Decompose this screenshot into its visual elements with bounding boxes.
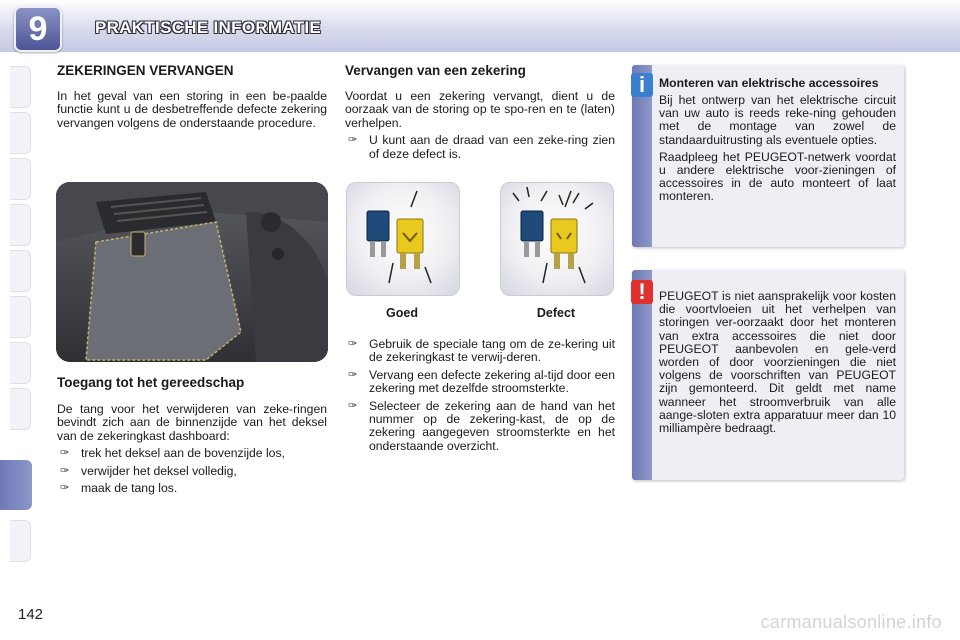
defect-fuse-illustration	[500, 182, 614, 296]
info-box-paragraph: Bij het ontwerp van het elektrische circuit van uw auto is reeds reke-ning gehouden met de montage van zowel de standaarduitrusting als eventuele opties.	[659, 93, 896, 147]
warning-box	[632, 270, 904, 480]
watermark: carmanualsonline.info	[760, 612, 942, 632]
bullet-icon: ✑	[60, 482, 70, 495]
tool-access-section	[57, 375, 327, 495]
left-column	[57, 63, 327, 130]
info-box-paragraph: Raadpleeg het PEUGEOT-netwerk voordat u andere elektrische voor-zieningen of accessoires in de auto monteert of laat monteren.	[659, 149, 896, 204]
info-box	[632, 65, 904, 247]
list-item: ✑ Vervang een defecte zekering al-tijd door een zekering met dezelfde stroomsterkte.	[348, 367, 615, 396]
list-item: ✑ verwijder het deksel volledig,	[60, 463, 237, 478]
chapter-tab-strip	[0, 66, 32, 576]
section-heading: Vervangen van een zekering	[345, 63, 526, 78]
chapter-tab-active[interactable]	[0, 460, 32, 510]
intro-paragraph: Voordat u een zekering vervangt, dient u de oorzaak van de storing op te spo-ren en te (laten) verhelpen.	[345, 89, 615, 130]
subsection-heading: Toegang tot het gereedschap	[57, 375, 245, 390]
chapter-tab[interactable]	[10, 520, 31, 562]
list-item: ✑ U kunt aan de draad van een zeke-ring zien of deze defect is.	[348, 133, 615, 161]
section-heading: ZEKERINGEN VERVANGEN	[57, 63, 234, 78]
chapter-tab[interactable]	[10, 250, 31, 292]
bullet-icon: ✑	[348, 368, 358, 381]
chapter-tab[interactable]	[10, 204, 31, 246]
chapter-tab[interactable]	[10, 296, 31, 338]
list-item: ✑ maak de tang los.	[60, 481, 178, 496]
chapter-tab[interactable]	[10, 66, 31, 108]
chapter-title: PRAKTISCHE INFORMATIE	[95, 18, 322, 37]
intro-paragraph: In het geval van een storing in een be-paalde functie kunt u de desbetreffende defecte zekering vervangen volgens de onderstaande procedure.	[57, 89, 327, 130]
bullet-icon: ✑	[348, 338, 358, 350]
fuse-label-defect: Defect	[536, 306, 576, 320]
bullet-icon: ✑	[348, 399, 358, 412]
replacement-steps	[345, 334, 615, 453]
list-item: ✑ trek het deksel aan de bovenzijde los,	[60, 446, 285, 461]
info-box-title: Monteren van elektrische accessoires	[659, 76, 879, 90]
chapter-tab[interactable]	[10, 388, 31, 430]
chapter-number-badge: 9	[14, 6, 62, 52]
middle-column	[345, 63, 615, 161]
fuse-label-good: Goed	[386, 306, 418, 320]
tool-paragraph: De tang voor het verwijderen van zeke-ringen bevindt zich aan de binnenzijde van het deksel van de zekeringkast dashboard:	[57, 402, 327, 443]
warning-icon: !	[631, 280, 653, 304]
chapter-tab[interactable]	[10, 158, 31, 200]
warning-text: PEUGEOT is niet aansprakelijk voor kosten die voortvloeien uit het verhelpen van storingen ver-oorzaakt door het monteren van extra accessoires die niet door PEUGEOT aanbevolen en gele-verd worden of door voorzieningen die niet volgens de voorschriften van PEUGEOT zijn gemonteerd. Dit geldt met name wanneer het stroomverbruik van alle aange-sloten extra apparatuur meer dan 10 milliampère bedraagt.	[659, 289, 896, 436]
dashboard-fusebox-photo	[56, 182, 328, 362]
info-icon: i	[631, 73, 653, 97]
list-item: ✑ Gebruik de speciale tang om de ze-kering uit de zekeringkast te verwij-deren.	[348, 337, 615, 365]
list-item: ✑ Selecteer de zekering aan de hand van het nummer op de zekering-kast, de op de zekering aangegeven stroomsterkte en het onderstaande overzicht.	[348, 398, 615, 453]
page-header	[0, 0, 960, 52]
chapter-tab[interactable]	[10, 342, 31, 384]
good-fuse-illustration	[346, 182, 460, 296]
page-number: 142	[18, 606, 44, 623]
chapter-tab[interactable]	[10, 112, 31, 154]
bullet-icon: ✑	[60, 464, 70, 477]
bullet-icon: ✑	[348, 134, 358, 147]
bullet-icon: ✑	[60, 447, 70, 460]
